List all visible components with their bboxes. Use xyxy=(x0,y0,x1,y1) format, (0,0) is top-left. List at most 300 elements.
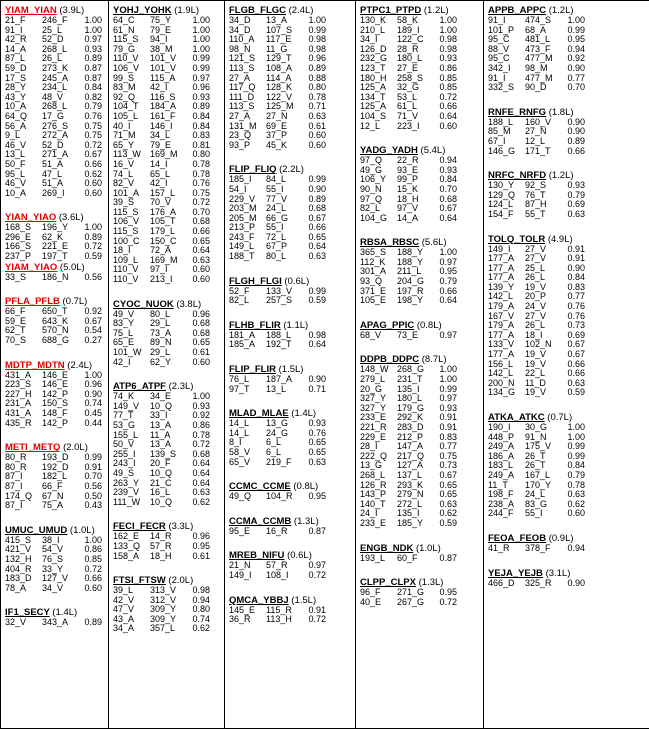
residue-b: 116_S xyxy=(150,91,176,102)
residue-b: 55_I xyxy=(525,508,543,519)
protein-pair-name: MREB_NIFU xyxy=(229,550,285,562)
alignment-length: (0.6L) xyxy=(284,275,310,287)
residue-a: 59_D xyxy=(5,62,27,73)
residue-a: 126_D xyxy=(360,43,387,54)
residue-b: 97_V xyxy=(397,203,419,214)
score: 0.66 xyxy=(567,145,585,156)
residue-b: 90_D xyxy=(525,82,547,93)
score: 1.00 xyxy=(439,15,457,25)
alignment-length: (2.2L) xyxy=(279,164,304,176)
residue-a: 83_Y xyxy=(113,318,135,329)
score: 1.00 xyxy=(84,222,102,233)
residue-b: 98_M xyxy=(525,62,548,73)
protein-pair-block xyxy=(5,442,105,511)
score: 0.56 xyxy=(84,480,102,491)
residue-b: 129_T xyxy=(266,53,292,64)
score: 0.90 xyxy=(567,116,585,127)
protein-pair-name: FTSI_FTSW xyxy=(113,575,166,587)
residue-a: 162_E xyxy=(113,531,140,542)
table-row xyxy=(229,175,352,185)
residue-b: 343_A xyxy=(42,617,69,628)
residue-a: 96_F xyxy=(360,587,381,598)
protein-pair-name: PFLA_PFLB xyxy=(5,296,60,308)
score: 0.69 xyxy=(567,329,585,340)
score: 1.00 xyxy=(192,34,210,45)
residue-a: 9_L xyxy=(5,130,21,141)
score: 0.62 xyxy=(192,623,210,634)
residue-b: 26_L xyxy=(525,320,546,331)
alignment-length: (2.0L) xyxy=(63,442,88,454)
table-row xyxy=(5,584,105,594)
protein-pair-name: YIAM_YIAN xyxy=(5,5,57,16)
table-row xyxy=(113,275,221,285)
residue-b: 38_I xyxy=(42,534,60,545)
alignment-length: (3.8L) xyxy=(176,298,202,310)
table-row xyxy=(488,210,646,220)
score: 1.00 xyxy=(84,24,102,35)
score: 0.65 xyxy=(192,337,210,348)
score: 0.95 xyxy=(439,266,457,277)
residue-b: 21_C xyxy=(150,477,172,488)
protein-pair-name: APPB_APPC xyxy=(488,5,547,16)
protein-pair-block xyxy=(360,354,480,528)
residue-b: 93_E xyxy=(397,164,419,175)
score: 0.76 xyxy=(567,301,585,312)
table-row xyxy=(360,554,480,564)
residue-b: 10_Q xyxy=(150,400,173,411)
score: 0.86 xyxy=(439,62,457,73)
score: 0.71 xyxy=(308,383,326,394)
score: 0.90 xyxy=(308,183,326,194)
score: 0.98 xyxy=(308,34,326,45)
score: 0.87 xyxy=(439,552,457,563)
residue-b: 192_D xyxy=(42,461,69,472)
residue-b: 16_R xyxy=(266,525,288,536)
score: 0.64 xyxy=(192,245,210,256)
score: 0.90 xyxy=(567,262,585,273)
score: 0.97 xyxy=(308,560,326,571)
residue-a: 53_G xyxy=(113,419,136,430)
residue-b: 146_E xyxy=(42,379,69,390)
residue-b: 80_L xyxy=(266,251,287,262)
score: 0.59 xyxy=(308,295,326,306)
residue-a: 21_N xyxy=(229,560,251,571)
residue-b: 53_L xyxy=(397,91,418,102)
residue-b: 128_K xyxy=(266,82,293,93)
residue-a: 92_Q xyxy=(113,91,136,102)
score: 0.85 xyxy=(439,72,457,83)
residue-a: 181_A xyxy=(229,329,256,340)
score: 0.93 xyxy=(439,402,457,413)
residue-a: 36_R xyxy=(229,614,251,625)
residue-a: 106_V xyxy=(113,216,140,227)
score: 0.89 xyxy=(84,231,102,242)
residue-b: 267_G xyxy=(397,596,425,607)
score: 1.00 xyxy=(192,24,210,35)
residue-a: 179_A xyxy=(488,320,515,331)
score: 0.97 xyxy=(192,72,210,83)
residue-a: 13_G xyxy=(360,460,383,471)
residue-a: 132_H xyxy=(5,553,32,564)
score: 1.00 xyxy=(567,431,585,442)
residue-b: 17_G xyxy=(42,110,65,121)
residue-b: 198_Y xyxy=(397,295,424,306)
score: 1.00 xyxy=(84,369,102,380)
residue-a: 34_A xyxy=(113,623,135,634)
residue-a: 125_A xyxy=(360,82,387,93)
protein-pair-block xyxy=(488,170,646,219)
residue-a: 95_C xyxy=(488,53,510,64)
protein-pair-name: FLGH_FLGI xyxy=(229,275,282,287)
table-row xyxy=(360,214,480,224)
protein-pair-name: IF1_SECY xyxy=(5,607,50,619)
residue-b: 101_V xyxy=(150,53,177,64)
residue-b: 160_V xyxy=(525,116,552,127)
score: 0.68 xyxy=(192,318,210,329)
residue-a: 8_I xyxy=(229,437,242,448)
score: 0.64 xyxy=(192,477,210,488)
alignment-length: (1.9L) xyxy=(174,5,200,16)
residue-b: 72_L xyxy=(266,231,287,242)
residue-a: 33_S xyxy=(5,271,27,282)
residue-b: 51_A xyxy=(42,178,64,189)
residue-a: 126_R xyxy=(360,479,387,490)
score: 0.79 xyxy=(439,276,457,287)
residue-b: 32_G xyxy=(397,82,420,93)
residue-a: 133_Q xyxy=(113,540,141,551)
residue-a: 113_W xyxy=(113,149,141,160)
residue-b: 293_K xyxy=(397,479,424,490)
residue-a: 75_L xyxy=(113,327,134,338)
residue-b: 62_Y xyxy=(150,356,172,367)
residue-b: 13_L xyxy=(266,383,287,394)
residue-b: 570_N xyxy=(42,325,69,336)
residue-b: 175_V xyxy=(525,441,552,452)
score: 0.91 xyxy=(84,461,102,472)
residue-b: 34_V xyxy=(42,582,64,593)
residue-b: 142_P xyxy=(42,417,69,428)
residue-b: 231_T xyxy=(397,374,423,385)
residue-b: 27_N xyxy=(266,110,288,121)
score: 0.73 xyxy=(567,320,585,331)
protein-pair-name: YIAN_YIAO xyxy=(5,212,57,224)
alignment-length: (4.9L) xyxy=(547,233,573,245)
residue-b: 180_L xyxy=(397,393,423,404)
residue-b: 189_I xyxy=(397,24,420,35)
score: 0.74 xyxy=(192,613,210,624)
residue-a: 93_P xyxy=(229,139,251,150)
residue-a: 21_F xyxy=(5,15,26,25)
residue-b: 101_V xyxy=(150,62,177,73)
residue-b: 221_E xyxy=(42,241,69,252)
table-row xyxy=(229,340,352,350)
residue-a: 146_G xyxy=(488,145,516,156)
residue-b: 161_F xyxy=(150,110,176,121)
residue-b: 76_S xyxy=(42,553,64,564)
protein-pair-name: QMCA_YBBJ xyxy=(229,594,289,606)
score: 0.66 xyxy=(439,285,457,296)
score: 0.82 xyxy=(84,91,102,102)
residue-b: 104_R xyxy=(266,491,293,502)
residue-a: 101_W xyxy=(113,347,142,357)
score: 0.64 xyxy=(192,467,210,478)
residue-b: 107_S xyxy=(266,24,293,35)
residue-a: 11_T xyxy=(488,479,508,490)
residue-a: 149_V xyxy=(113,400,140,411)
residue-a: 14_A xyxy=(5,43,27,54)
table-row xyxy=(488,147,646,157)
residue-a: 18_I xyxy=(113,245,131,256)
residue-a: 227_H xyxy=(5,388,32,399)
score: 0.93 xyxy=(567,180,585,191)
residue-b: 79_E xyxy=(150,24,172,35)
residue-a: 177_A xyxy=(488,329,515,340)
residue-b: 97_I xyxy=(150,264,168,275)
residue-a: 34_D xyxy=(229,24,251,35)
residue-a: 42_R xyxy=(5,34,27,45)
residue-a: 91_I xyxy=(488,72,506,83)
residue-a: 34_I xyxy=(360,34,378,45)
residue-b: 170_Y xyxy=(525,479,552,490)
residue-b: 223_I xyxy=(397,120,420,131)
residue-a: 56_A xyxy=(5,120,27,131)
score: 0.84 xyxy=(439,174,457,185)
score: 0.72 xyxy=(84,563,102,574)
residue-a: 97_T xyxy=(229,383,250,394)
residue-a: 188_L xyxy=(488,116,514,127)
residue-a: 83_M xyxy=(113,82,136,93)
residue-a: 113_S xyxy=(229,101,255,112)
residue-b: 66_F xyxy=(42,480,63,491)
residue-a: 123_T xyxy=(360,62,386,73)
score: 0.77 xyxy=(567,291,585,302)
residue-b: 115_R xyxy=(266,604,292,615)
residue-a: 76_L xyxy=(229,374,250,385)
score: 0.99 xyxy=(192,62,210,73)
residue-a: 139_Y xyxy=(488,281,515,292)
residue-b: 27_V xyxy=(525,310,547,321)
residue-a: 58_V xyxy=(229,447,251,457)
residue-b: 292_K xyxy=(397,412,424,423)
score: 0.72 xyxy=(84,139,102,150)
residue-b: 309_Y xyxy=(150,604,177,615)
residue-a: 145_E xyxy=(229,604,256,615)
residue-b: 127_A xyxy=(397,460,424,471)
residue-a: 50_F xyxy=(5,158,26,169)
residue-b: 147_A xyxy=(397,441,424,452)
score: 0.99 xyxy=(439,383,457,394)
residue-b: 192_T xyxy=(266,339,292,350)
score: 0.75 xyxy=(439,450,457,461)
table-row xyxy=(488,83,646,93)
protein-pair-block xyxy=(229,164,352,261)
table-column xyxy=(484,1,649,728)
alignment-length: (0.8L) xyxy=(293,481,319,493)
score: 0.99 xyxy=(567,441,585,452)
score: 0.75 xyxy=(84,130,102,141)
score: 0.66 xyxy=(308,222,326,233)
residue-a: 40_E xyxy=(360,596,382,607)
residue-b: 71_V xyxy=(397,110,419,121)
alignment-length: (0.8L) xyxy=(416,319,442,331)
protein-pair-header xyxy=(5,262,105,273)
score: 0.65 xyxy=(439,479,457,490)
residue-b: 137_L xyxy=(397,469,423,480)
residue-b: 19_V xyxy=(525,349,547,360)
residue-a: 111_W xyxy=(113,496,141,507)
residue-b: 268_G xyxy=(397,364,425,375)
residue-a: 91_I xyxy=(488,15,506,25)
residue-a: 222_Q xyxy=(360,450,388,461)
protein-pair-name: RBSA_RBSC xyxy=(360,237,420,249)
protein-pair-header xyxy=(488,234,646,245)
residue-b: 245_A xyxy=(42,72,69,83)
score: 0.67 xyxy=(439,469,457,480)
score: 0.72 xyxy=(439,91,457,102)
residue-a: 93_Q xyxy=(360,276,383,287)
protein-pair-name: CCMC_CCME xyxy=(229,481,291,493)
score: 0.64 xyxy=(308,339,326,350)
residue-b: 179_G xyxy=(397,402,425,413)
residue-a: 142_L xyxy=(488,291,514,302)
residue-a: 183_L xyxy=(488,460,514,471)
score: 0.70 xyxy=(439,183,457,194)
residue-b: 76_T xyxy=(525,189,546,200)
residue-b: 212_P xyxy=(397,431,424,442)
protein-pair-name: YIAM_YIAO xyxy=(5,261,58,273)
score: 0.74 xyxy=(84,398,102,409)
residue-b: 196_Y xyxy=(42,222,69,233)
residue-b: 42_I xyxy=(150,178,168,189)
alignment-length: (0.7L) xyxy=(547,412,573,423)
score: 0.90 xyxy=(308,374,326,385)
score: 0.72 xyxy=(308,614,326,625)
score: 0.75 xyxy=(192,187,210,198)
score: 0.99 xyxy=(192,53,210,64)
score: 0.60 xyxy=(308,130,326,141)
score: 0.60 xyxy=(567,508,585,519)
score: 0.59 xyxy=(439,517,457,528)
protein-pair-name: FLIP_FLIQ xyxy=(229,164,277,176)
residue-b: 184_A xyxy=(150,101,177,112)
table-row xyxy=(5,336,105,346)
score: 0.78 xyxy=(567,479,585,490)
alignment-length: (2.0L) xyxy=(168,575,194,587)
residue-a: 14_L xyxy=(229,427,250,438)
residue-b: 57_R xyxy=(150,540,172,551)
score: 0.72 xyxy=(192,197,210,208)
score: 0.60 xyxy=(84,187,102,198)
residue-b: 18_I xyxy=(525,329,543,340)
table-row xyxy=(488,388,646,398)
residue-a: 24_I xyxy=(360,508,378,519)
score: 0.62 xyxy=(192,496,210,507)
score: 0.90 xyxy=(567,577,585,588)
score: 0.66 xyxy=(84,573,102,584)
residue-a: 466_D xyxy=(488,577,515,588)
residue-a: 133_V xyxy=(488,339,515,350)
residue-b: 13_A xyxy=(150,439,172,450)
residue-b: 113_H xyxy=(266,614,292,625)
score: 0.80 xyxy=(308,82,326,93)
residue-a: 110_V xyxy=(113,264,139,275)
residue-b: 37_P xyxy=(266,130,288,141)
table-row xyxy=(488,579,646,589)
residue-b: 477_M xyxy=(525,53,553,64)
residue-b: 148_F xyxy=(42,408,68,418)
protein-pair-block xyxy=(360,145,480,223)
residue-a: 238_A xyxy=(488,498,515,509)
residue-a: 134_G xyxy=(488,387,516,398)
residue-b: 477_M xyxy=(525,72,553,83)
residue-a: 65_Y xyxy=(113,139,135,150)
residue-b: 125_M xyxy=(266,101,294,112)
residue-a: 80_R xyxy=(5,461,27,472)
residue-a: 185_I xyxy=(229,174,252,185)
protein-pair-name: YEJA_YEJB xyxy=(488,567,543,579)
residue-b: 79_E xyxy=(150,139,172,150)
score: 0.61 xyxy=(308,120,326,131)
score: 0.64 xyxy=(439,295,457,306)
residue-a: 27_A xyxy=(229,110,251,121)
protein-pair-block xyxy=(229,5,352,150)
residue-a: 229_E xyxy=(360,431,387,442)
residue-b: 313_V xyxy=(150,585,177,596)
alignment-length: (1.3L) xyxy=(293,515,319,527)
residue-b: 139_S xyxy=(150,448,177,459)
protein-pair-block xyxy=(113,5,221,285)
score: 0.99 xyxy=(567,24,585,35)
residue-a: 179_A xyxy=(488,301,515,312)
alignment-length: (3.9L) xyxy=(59,5,85,16)
residue-a: 106_V xyxy=(113,62,140,73)
residue-b: 211_L xyxy=(397,266,422,277)
residue-a: 110_V xyxy=(113,53,139,64)
score: 0.84 xyxy=(567,460,585,471)
residue-b: 268_L xyxy=(42,101,68,112)
residue-b: 51_A xyxy=(42,158,64,169)
score: 0.81 xyxy=(192,139,210,150)
residue-b: 188_Y xyxy=(397,247,424,258)
residue-a: 91_I xyxy=(5,24,23,35)
score: 0.94 xyxy=(567,542,585,553)
residue-a: 43_A xyxy=(113,613,135,624)
score: 0.72 xyxy=(439,596,457,607)
residue-a: 98_N xyxy=(229,43,251,54)
residue-b: 10_Q xyxy=(150,496,173,507)
residue-a: 13_L xyxy=(5,149,26,160)
alignment-length: (1.2L) xyxy=(423,5,449,16)
residue-a: 243_I xyxy=(113,458,136,469)
residue-b: 94_I xyxy=(150,34,168,45)
residue-a: 115_S xyxy=(113,226,139,237)
score: 0.96 xyxy=(308,53,326,64)
residue-a: 54_I xyxy=(229,183,247,194)
residue-a: 87_I xyxy=(5,480,23,491)
residue-b: 26_T xyxy=(525,460,546,471)
residue-b: 271_G xyxy=(397,587,425,598)
protein-pair-name: ENGB_NDK xyxy=(360,542,414,554)
residue-b: 217_Q xyxy=(397,450,425,461)
score: 1.00 xyxy=(308,15,326,25)
score: 0.72 xyxy=(192,439,210,450)
score: 0.88 xyxy=(308,72,326,83)
residue-b: 19_V xyxy=(525,358,547,369)
residue-a: 16_V xyxy=(113,158,135,169)
score: 0.78 xyxy=(192,429,210,440)
residue-a: 110_A xyxy=(229,34,255,45)
protein-pair-block xyxy=(5,262,105,283)
